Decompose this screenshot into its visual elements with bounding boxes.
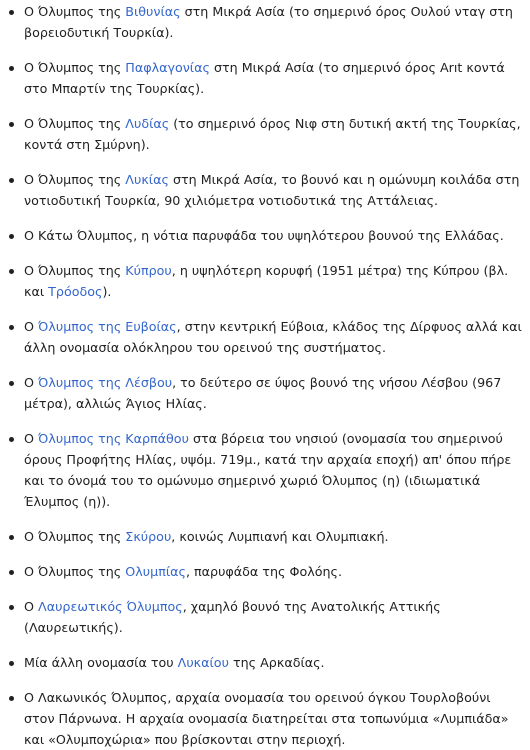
list-item (6, 561, 524, 582)
item-text: , παρυφάδα της Φολόης. (185, 564, 343, 579)
bullet-icon (9, 269, 14, 274)
link-lydia[interactable]: Λυδίας (125, 116, 170, 131)
item-text: ). (102, 284, 112, 299)
item-text: Ο (24, 375, 39, 390)
bullet-icon (9, 605, 14, 610)
item-text: στη Μικρά Ασία, το βουνό και η ομώνυμη κοιλάδα στη νοτιοδυτική Τουρκία, 90 χιλιόμετρα νοτιοδυτικά της Αττάλειας. (24, 172, 520, 208)
list-item (6, 596, 524, 638)
bullet-icon (9, 696, 14, 701)
list-item (6, 57, 524, 99)
item-text: Ο (24, 431, 39, 446)
bullet-icon (9, 10, 14, 15)
list-item (6, 526, 524, 547)
item-text: (το σημερινό όρος Νιφ στη δυτική ακτή της Τουρκίας, κοντά στη Σμύρνη). (24, 116, 521, 152)
item-text: στη Μικρά Ασία (το σημερινό όρος Arıt κοντά στο Μπαρτίν της Τουρκίας). (24, 60, 505, 96)
item-text: Ο Λακωνικός Όλυμπος, αρχαία ονομασία του ορεινού όγκου Τουρλοβούνι στον Πάρνωνα. Η αρχαία ονομασία διατηρείται στα τοπωνύμια «Λυμπιάδα» και «Ολυμποχώρια» που βρίσκονται στην περιοχή. (24, 690, 509, 747)
item-text: Ο (24, 319, 39, 334)
link-olympus-karpathos[interactable]: Όλυμπος της Καρπάθου (38, 431, 189, 446)
link-lykaion[interactable]: Λυκαίου (177, 655, 229, 670)
link-lycia[interactable]: Λυκίας (125, 172, 169, 187)
item-text: , η υψηλότερη κορυφή (1951 μέτρα) της Κύπρου (βλ. και (24, 263, 509, 299)
item-text: , το δεύτερο σε ύψος βουνό της νήσου Λέσβου (967 μέτρα), αλλιώς Άγιος Ηλίας. (24, 375, 502, 411)
link-olympus-euboea[interactable]: Όλυμπος της Ευβοίας (38, 319, 177, 334)
item-text: Ο Όλυμπος της (24, 263, 126, 278)
item-text: Ο Όλυμπος της (24, 529, 126, 544)
item-text: Μία άλλη ονομασία του (24, 655, 178, 670)
item-text: Ο Κάτω Όλυμπος, η νότια παρυφάδα του υψηλότερου βουνού της Ελλάδας. (24, 228, 504, 243)
list-item (6, 428, 524, 512)
item-text: Ο Όλυμπος της (24, 4, 126, 19)
bullet-icon (9, 437, 14, 442)
item-text: στα βόρεια του νησιού (ονομασία του σημερινού όρους Προφήτης Ηλίας, υψόμ. 719μ., κατά την αρχαία εποχή) απ' όπου πήρε και το όνομά του το ομώνυμο σημερινό χωριό Όλυμπος (η) (ιδιωματικά Έλυμπος (η)). (24, 431, 512, 509)
item-text: , χαμηλό βουνό της Ανατολικής Αττικής (Λαυρεωτικής). (24, 599, 441, 635)
list-item (6, 652, 524, 673)
item-text: , κοινώς Λυμπιανή και Ολυμπιακή. (171, 529, 389, 544)
link-lavreotikos-olympus[interactable]: Λαυρεωτικός Όλυμπος (38, 599, 183, 614)
bullet-icon (9, 66, 14, 71)
link-paphlagonia[interactable]: Παφλαγονίας (125, 60, 210, 75)
link-skyros[interactable]: Σκύρου (125, 529, 172, 544)
bullet-icon (9, 325, 14, 330)
item-text: , στην κεντρική Εύβοια, κλάδος της Δίρφυος αλλά και άλλη ονομασία ολόκληρου του ορεινού της συστήματος. (24, 319, 522, 355)
list-item (6, 1, 524, 43)
bullet-icon (9, 178, 14, 183)
list-item (6, 113, 524, 155)
list-item (6, 225, 524, 246)
mount-olympus-list (0, 1, 524, 750)
link-troodos[interactable]: Τρόοδος (48, 284, 103, 299)
item-text: Ο Όλυμπος της (24, 564, 126, 579)
list-item (6, 169, 524, 211)
link-olympia[interactable]: Ολυμπίας (125, 564, 186, 579)
item-text: Ο (24, 599, 39, 614)
link-bithynia[interactable]: Βιθυνίας (125, 4, 181, 19)
item-text: Ο Όλυμπος της (24, 116, 126, 131)
item-text: στη Μικρά Ασία (το σημερινό όρος Ουλού νταγ στη βορειοδυτική Τουρκία). (24, 4, 513, 40)
list-item (6, 372, 524, 414)
link-cyprus[interactable]: Κύπρου (125, 263, 172, 278)
bullet-icon (9, 535, 14, 540)
bullet-icon (9, 234, 14, 239)
item-text: Ο Όλυμπος της (24, 172, 126, 187)
bullet-icon (9, 122, 14, 127)
bullet-icon (9, 381, 14, 386)
list-item (6, 687, 524, 750)
link-olympus-lesbos[interactable]: Όλυμπος της Λέσβου (38, 375, 173, 390)
bullet-icon (9, 570, 14, 575)
item-text: Ο Όλυμπος της (24, 60, 126, 75)
bullet-icon (9, 661, 14, 666)
list-item (6, 316, 524, 358)
list-item (6, 260, 524, 302)
item-text: της Αρκαδίας. (228, 655, 325, 670)
